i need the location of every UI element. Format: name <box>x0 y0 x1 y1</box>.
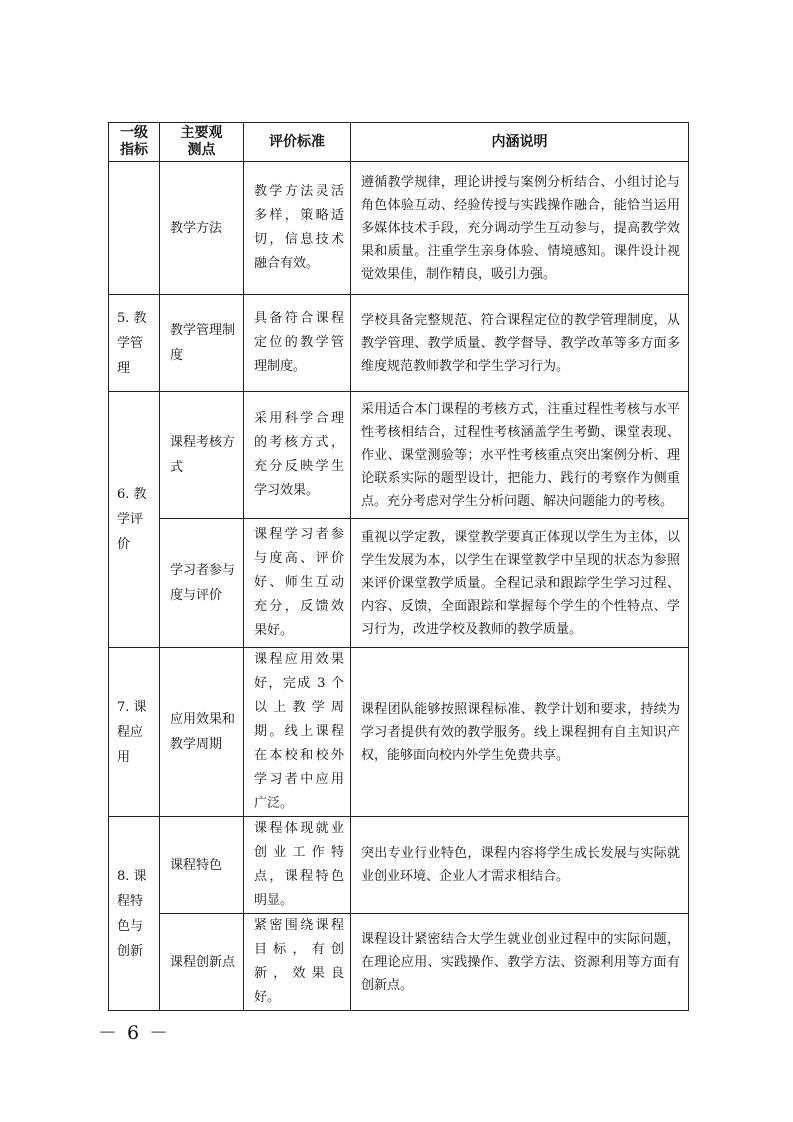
observation-point: 应用效果和教学周期 <box>160 648 244 817</box>
observation-point: 教学方法 <box>160 162 244 295</box>
table-header-row <box>109 123 689 162</box>
observation-point: 课程创新点 <box>160 914 244 1011</box>
evaluation-standard: 具备符合课程定位的教学管理制度。 <box>244 295 351 392</box>
page-number: － 6 － <box>98 1022 171 1044</box>
observation-point: 课程考核方式 <box>160 392 244 519</box>
level1-indicator: 6. 教学评价 <box>109 392 160 648</box>
evaluation-standard: 课程应用效果好，完成 3 个以上教学周期。线上课程在本校和校外学习者中应用广泛。 <box>244 648 351 817</box>
connotation-description: 重视以学定教，课堂教学要真正体现以学生为主体，以学生发展为本，以学生在课堂教学中呈现的状态为参照来评价课堂教学质量。全程记录和跟踪学生学习过程、内容、反馈，全面跟踪和掌握每个学生的个性特点、学习行为，改进学校及教师的教学质量。 <box>351 519 689 648</box>
evaluation-standard: 课程体现就业创业工作特点，课程特色明显。 <box>244 817 351 914</box>
header-points: 主要观测点 <box>160 123 244 162</box>
observation-point: 学习者参与度与评价 <box>160 519 244 648</box>
evaluation-standard: 教学方法灵活多样，策略适切，信息技术融合有效。 <box>244 162 351 295</box>
table-row <box>109 914 689 1011</box>
connotation-description: 课程团队能够按照课程标准、教学计划和要求，持续为学习者提供有效的教学服务。线上课程拥有自主知识产权，能够面向校内外学生免费共享。 <box>351 648 689 817</box>
evaluation-standard: 课程学习者参与度高、评价好、师生互动充分，反馈效果好。 <box>244 519 351 648</box>
observation-point: 教学管理制度 <box>160 295 244 392</box>
table-row <box>109 648 689 817</box>
connotation-description: 采用适合本门课程的考核方式，注重过程性考核与水平性考核相结合，过程性考核涵盖学生考勤、课堂表现、作业、课堂测验等；水平性考核重点突出案例分析、理论联系实际的题型设计，把能力、践行的考察作为侧重点。充分考虑对学生分析问题、解决问题能力的考核。 <box>351 392 689 519</box>
connotation-description: 课程设计紧密结合大学生就业创业过程中的实际问题，在理论应用、实践操作、教学方法、资源利用等方面有创新点。 <box>351 914 689 1011</box>
evaluation-standard: 采用科学合理的考核方式，充分反映学生学习效果。 <box>244 392 351 519</box>
table-row <box>109 162 689 295</box>
level1-indicator: 8. 课程特色与创新 <box>109 817 160 1011</box>
level1-indicator: 5. 教学管理 <box>109 295 160 392</box>
observation-point: 课程特色 <box>160 817 244 914</box>
table-row <box>109 519 689 648</box>
connotation-description: 学校具备完整规范、符合课程定位的教学管理制度，从教学管理、教学质量、教学督导、教学改革等多方面多维度规范教师教学和学生学习行为。 <box>351 295 689 392</box>
table-row <box>109 295 689 392</box>
evaluation-table <box>108 122 689 1011</box>
table-row <box>109 392 689 519</box>
header-standard: 评价标准 <box>244 123 351 162</box>
connotation-description: 遵循教学规律，理论讲授与案例分析结合、小组讨论与角色体验互动、经验传授与实践操作融合，能恰当运用多媒体技术手段，充分调动学生互动参与，提高教学效果和质量。注重学生亲身体验、情境感知。课件设计视觉效果佳，制作精良，吸引力强。 <box>351 162 689 295</box>
header-level1: 一级指标 <box>109 123 160 162</box>
connotation-description: 突出专业行业特色，课程内容将学生成长发展与实际就业创业环境、企业人才需求相结合。 <box>351 817 689 914</box>
evaluation-standard: 紧密围绕课程目标，有创新，效果良好。 <box>244 914 351 1011</box>
level1-indicator: 7. 课程应用 <box>109 648 160 817</box>
table-row <box>109 817 689 914</box>
level1-cell-continued <box>109 162 160 295</box>
header-description: 内涵说明 <box>351 123 689 162</box>
